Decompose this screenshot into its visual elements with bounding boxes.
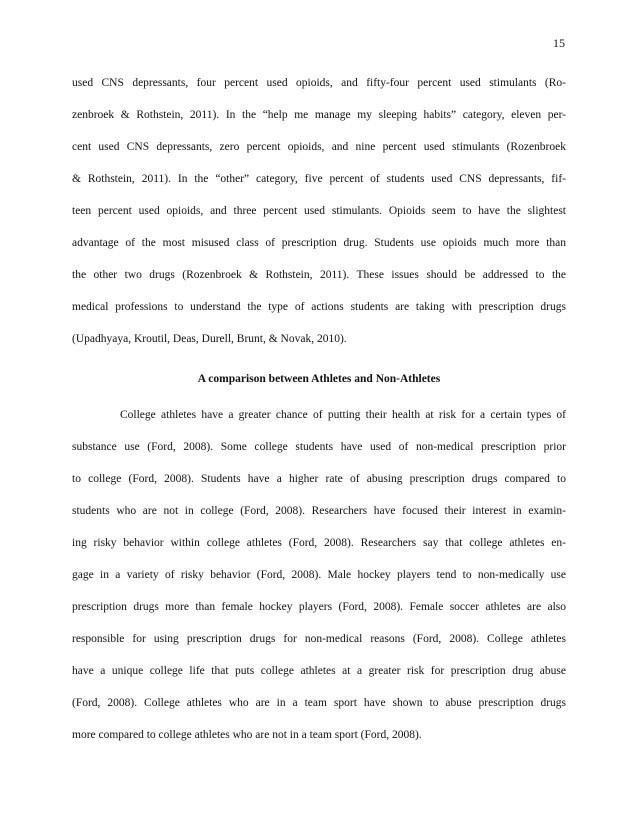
text-line: teen percent used opioids, and three percent used stimulants. Opioids seem to have the slightest (72, 205, 566, 217)
text-line: (Upadhyaya, Kroutil, Deas, Durell, Brunt, & Novak, 2010). (72, 333, 347, 345)
page-content (72, 67, 566, 751)
text-line: used CNS depressants, four percent used opioids, and fifty-four percent used stimulants (Ro- (72, 77, 566, 89)
text-line: have a unique college life that puts college athletes at a greater risk for prescription drug abuse (72, 665, 566, 677)
text-line: ing risky behavior within college athletes (Ford, 2008). Researchers say that college athletes en- (72, 537, 566, 549)
text-line: College athletes have a greater chance of putting their health at risk for a certain types of (120, 409, 566, 421)
text-line: more compared to college athletes who are not in a team sport (Ford, 2008). (72, 729, 422, 741)
paragraph-opioid-statistics (72, 67, 566, 355)
text-line: responsible for using prescription drugs for non-medical reasons (Ford, 2008). College athletes (72, 633, 566, 645)
text-line: & Rothstein, 2011). In the “other” category, five percent of students used CNS depressants, fif- (72, 173, 566, 185)
text-line: advantage of the most misused class of prescription drug. Students use opioids much more than (72, 237, 566, 249)
text-line: the other two drugs (Rozenbroek & Rothstein, 2011). These issues should be addressed to the (72, 269, 566, 281)
text-line: cent used CNS depressants, zero percent opioids, and nine percent used stimulants (Rozenbroek (72, 141, 566, 153)
text-line: zenbroek & Rothstein, 2011). In the “help me manage my sleeping habits” category, eleven per- (72, 109, 566, 121)
section-heading: A comparison between Athletes and Non-Athletes (197, 373, 441, 385)
text-line: (Ford, 2008). College athletes who are in a team sport have shown to abuse prescription drugs (72, 697, 566, 709)
page-number: 15 (553, 36, 565, 50)
text-line: prescription drugs more than female hockey players (Ford, 2008). Female soccer athletes are also (72, 601, 566, 613)
text-line: gage in a variety of risky behavior (Ford, 2008). Male hockey players tend to non-medically use (72, 569, 566, 581)
paragraph-athletes-comparison (72, 399, 566, 751)
text-line: students who are not in college (Ford, 2008). Researchers have focused their interest in examin- (72, 505, 566, 517)
text-line: substance use (Ford, 2008). Some college students have used of non-medical prescription prior (72, 441, 566, 453)
text-line: medical professions to understand the type of actions students are taking with prescription drugs (72, 301, 566, 313)
text-line: to college (Ford, 2008). Students have a higher rate of abusing prescription drugs compared to (72, 473, 566, 485)
